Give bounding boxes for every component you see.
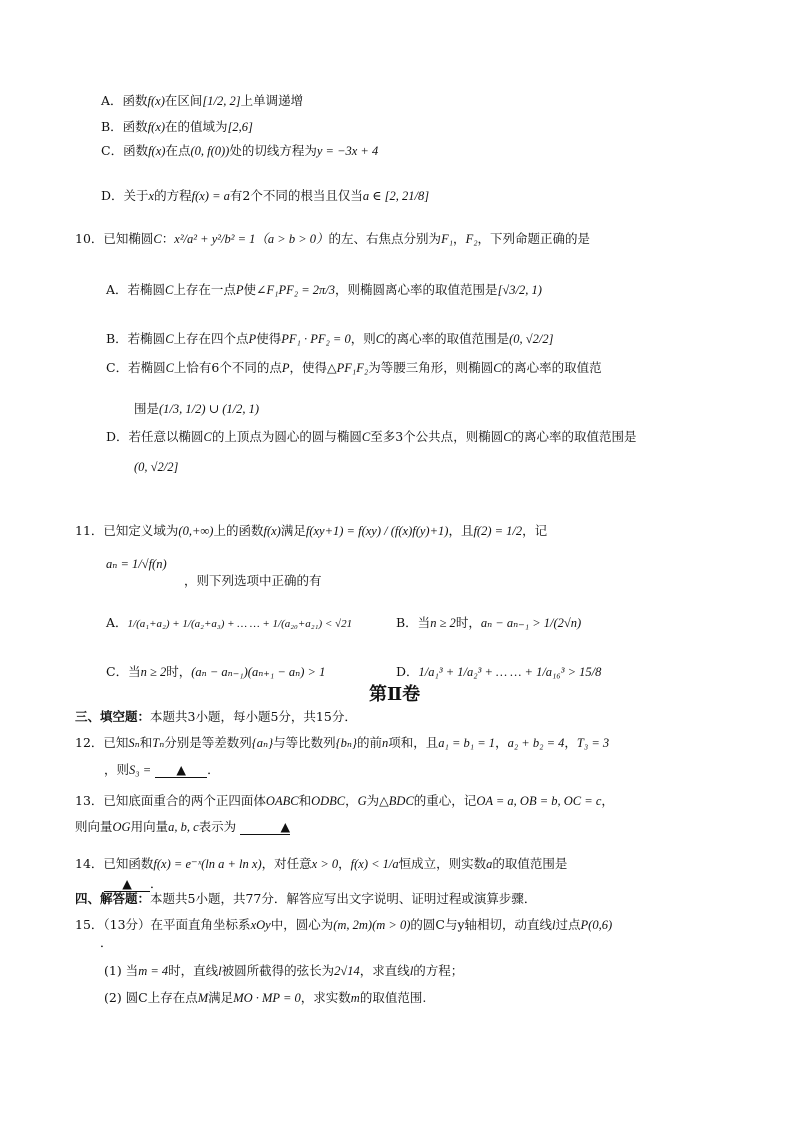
section-solution-header: 四、解答题：本题共5小题，共77分．解答应写出文字说明、证明过程或演算步骤． [75, 891, 537, 906]
q11-an-def: aₙ = 1/√f(n) [106, 557, 167, 571]
q10-option-c: C．若椭圆C上恰有6个不同的点P，使得△PF₁F₂为等腰三角形，则椭圆C的离心率的取值范 [106, 360, 602, 375]
q15-part-2: (2) 圆C上存在点M满足MO · MP = 0，求实数m的取值范围. [104, 990, 427, 1005]
q11-option-c: C．当n ≥ 2时，(aₙ − aₙ₋₁)(aₙ₊₁ − aₙ) > 1 [106, 664, 326, 679]
q10-option-c-cont: 围是(1/3, 1/2) ∪ (1/2, 1) [134, 401, 260, 416]
q14-line2: ▲ ． [104, 878, 163, 892]
q11-stem: 11．已知定义域为(0,+∞)上的函数f(x)满足f(xy+1) = f(xy) / (f(x)f(y)+1)，且f(2) = 1/2，记 [75, 523, 548, 538]
q15-part-1: (1) 当m = 4时，直线l被圆所截得的弦长为2√14，求直线l的方程； [104, 963, 464, 978]
section-fill-blank-header: 三、填空题：本题共3小题，每小题5分，共15分． [75, 709, 357, 724]
q12-line2: ，则S₃ = ▲ ． [104, 762, 220, 777]
q13-line1: 13．已知底面重合的两个正四面体OABC和ODBC，G为△BDC的重心，记OA = a, OB = b, OC = c， [75, 793, 614, 808]
q9-option-d: D．关于x的方程f(x) = a有2个不同的根当且仅当a ∈ [2, 21/8] [101, 188, 430, 203]
q10-option-b: B．若椭圆C上存在四个点P使得PF₁ · PF₂ = 0，则C的离心率的取值范围是(0, √2/2] [106, 331, 554, 346]
q12-line1: 12．已知Sₙ和Tₙ分别是等差数列{aₙ}与等比数列{bₙ}的前n项和，且a₁ = b₁ = 1，a₂ + b₂ = 4，T₃ = 3 [75, 735, 610, 750]
q14-line1: 14．已知函数f(x) = e⁻ˣ(ln a + ln x)，对任意x > 0，f(x) < 1/a恒成立，则实数a的取值范围是 [75, 856, 568, 871]
answer-blank: ▲ [104, 878, 150, 892]
q11-option-b: B．当n ≥ 2时，aₙ − aₙ₋₁ > 1/(2√n) [396, 615, 582, 630]
part-title: 第Ⅱ卷 [369, 684, 421, 705]
q9-option-b: B．函数f(x)在的值域为[2,6] [101, 119, 253, 134]
interval-expr: [1/2, 2] [202, 94, 241, 108]
q11-option-d: D．1/a₁³ + 1/a₂³ + … … + 1/a₁₆³ > 15/8 [396, 664, 602, 679]
q11-stem-2: ，则下列选项中正确的有 [184, 573, 322, 588]
q9-option-a: A．函数f(x)在区间[1/2, 2]上单调递增 [101, 93, 304, 108]
answer-blank: ▲ [240, 821, 290, 835]
q10-option-a: A．若椭圆C上存在一点P使∠F₁PF₂ = 2π/3，则椭圆离心率的取值范围是[√3/2, 1) [106, 282, 542, 297]
q10-option-d-cont: (0, √2/2] [134, 460, 179, 474]
q15-stem: 15．（13分）在平面直角坐标系xOy中，圆心为(m, 2m)(m > 0)的圆C与y轴相切，动直线l过点P(0,6) [75, 917, 613, 932]
q10-option-d: D．若任意以椭圆C的上顶点为圆心的圆与椭圆C至多3个公共点，则椭圆C的离心率的取值范围是 [106, 429, 637, 444]
q9-option-c: C．函数f(x)在点(0, f(0))处的切线方程为y = −3x + 4 [101, 143, 379, 158]
q15-stem-dot: ． [100, 935, 113, 950]
answer-blank: ▲ [155, 764, 207, 778]
q10-stem: 10．已知椭圆C：x²/a² + y²/b² = 1（a > b > 0）的左、右焦点分别为F₁，F₂，下列命题正确的是 [75, 231, 591, 246]
q11-option-a: A．1/(a₁+a₂) + 1/(a₂+a₃) + … … + 1/(a₂₀+a₂₁) < √21 [106, 615, 353, 630]
q13-line2: 则向量OG用向量a, b, c表示为 ▲ [75, 819, 291, 834]
